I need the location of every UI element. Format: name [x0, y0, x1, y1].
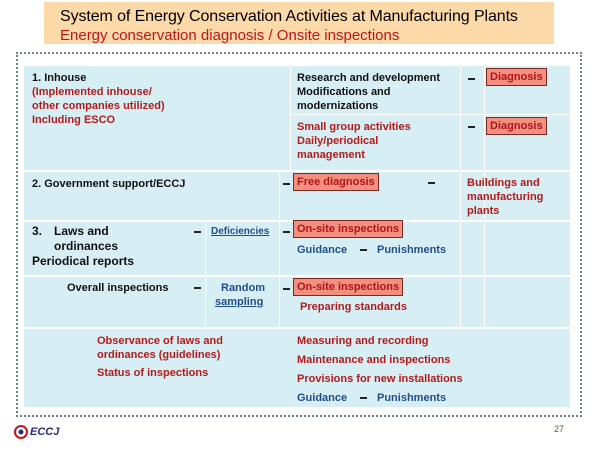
grid-line [290, 114, 570, 115]
rd-label-1: Research and development [297, 72, 441, 84]
buildings-label-2: manufacturing [467, 191, 544, 203]
dash [194, 287, 201, 289]
page-number: 27 [554, 424, 565, 434]
rd-diagnosis-box: Diagnosis [486, 68, 547, 86]
dash [283, 183, 290, 185]
dash [468, 126, 475, 128]
grid-line [290, 66, 291, 170]
grid-line [24, 275, 570, 277]
inhouse-note-1: (Implemented inhouse/ [32, 86, 152, 98]
title-box [44, 2, 554, 44]
dash [360, 249, 367, 251]
rd-label-2: Modifications and [297, 86, 391, 98]
measuring-label: Measuring and recording [297, 335, 429, 347]
observance-label-2: ordinances (guidelines) [97, 349, 221, 361]
dash [468, 78, 475, 80]
dash [283, 288, 290, 290]
preparing-standards-label: Preparing standards [300, 301, 407, 313]
inhouse-heading: 1. Inhouse [32, 72, 87, 84]
grid-line [24, 327, 570, 329]
inhouse-note-3: Including ESCO [32, 114, 116, 126]
eccj-logo-text: ECCJ [30, 426, 60, 438]
small-group-label-2: Daily/periodical [297, 135, 379, 147]
small-group-label-1: Small group activities [297, 121, 411, 133]
dash [283, 231, 290, 233]
grid-line [24, 170, 570, 172]
onsite-inspections-box-2: On-site inspections [293, 278, 403, 296]
dash [428, 182, 435, 184]
inhouse-note-2: other companies utilized) [32, 100, 165, 112]
free-diagnosis-box: Free diagnosis [293, 173, 379, 191]
guidance-label-1: Guidance [297, 244, 348, 256]
small-group-diagnosis-box: Diagnosis [486, 117, 547, 135]
buildings-label-3: plants [467, 205, 500, 217]
onsite-inspections-box-1: On-site inspections [293, 220, 403, 238]
slide-title: System of Energy Conservation Activities at Manufacturing Plants [60, 8, 518, 25]
maintenance-label: Maintenance and inspections [297, 354, 451, 366]
small-group-label-3: management [297, 149, 365, 161]
grid-line [279, 170, 280, 327]
laws-label-1: Laws and [54, 224, 109, 238]
punishments-label-2: Punishments [377, 392, 447, 404]
overall-inspections-label: Overall inspections [67, 282, 169, 294]
rd-label-3: modernizations [297, 100, 379, 112]
periodical-reports-label: Periodical reports [32, 254, 135, 268]
deficiencies-label: Deficiencies [211, 226, 270, 237]
status-of-inspections-label: Status of inspections [97, 367, 209, 379]
government-support-label: 2. Government support/ECCJ [32, 178, 186, 190]
guidance-label-2: Guidance [297, 392, 348, 404]
slide-subtitle: Energy conservation diagnosis / Onsite inspections [60, 27, 400, 44]
random-label-2: sampling [215, 296, 264, 308]
buildings-label-1: Buildings and [467, 177, 540, 189]
dash [360, 397, 367, 399]
grid-line [460, 66, 461, 327]
laws-number: 3. [32, 224, 43, 238]
random-label-1: Random [221, 282, 265, 294]
provisions-label: Provisions for new installations [297, 373, 463, 385]
punishments-label-1: Punishments [377, 244, 447, 256]
observance-label-1: Observance of laws and [97, 335, 223, 347]
dash [194, 231, 201, 233]
grid-line [205, 220, 206, 327]
laws-label-2: ordinances [54, 239, 119, 253]
